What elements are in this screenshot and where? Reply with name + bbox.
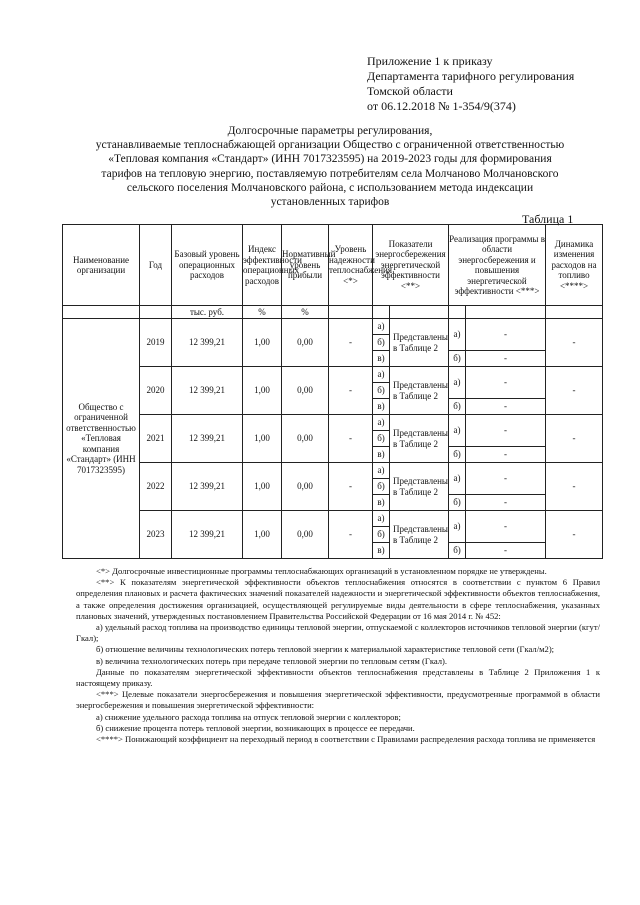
header-org: Наименование организации	[63, 225, 140, 306]
parameters-table	[62, 224, 603, 559]
program-value-a: -	[466, 367, 546, 399]
marker-a: а)	[373, 367, 390, 383]
header-energy: Показатели энергосбережения энергетической эффективности <**>	[373, 225, 449, 306]
table-row	[63, 319, 603, 335]
footnote: <***> Целевые показатели энергосбережения и повышения энергетической эффективности, предусмотренные программой в области энергосбережения и повышения энергетической эффективности:	[76, 689, 600, 711]
program-value-a: -	[466, 463, 546, 495]
unit-cell	[466, 306, 546, 319]
table-label: Таблица 1	[522, 212, 574, 226]
energy-note: Представлены в Таблице 2	[390, 511, 449, 559]
program-value-a: -	[466, 319, 546, 351]
program-value-a: -	[466, 511, 546, 543]
unit-index: %	[243, 306, 282, 319]
reliability-cell: -	[329, 463, 373, 511]
unit-profit: %	[282, 306, 329, 319]
program-marker-a: а)	[449, 319, 466, 351]
footnote: в) величина технологических потерь при передаче тепловой энергии по тепловым сетям (Гкал).	[96, 655, 448, 666]
base-cell: 12 399,21	[172, 319, 243, 367]
header-year: Год	[140, 225, 172, 306]
unit-cell	[329, 306, 373, 319]
unit-cell	[373, 306, 390, 319]
program-marker-b: б)	[449, 543, 466, 559]
profit-cell: 0,00	[282, 511, 329, 559]
unit-base: тыс. руб.	[172, 306, 243, 319]
program-marker-b: б)	[449, 399, 466, 415]
header-line: Томской области	[367, 84, 453, 98]
table-row	[63, 415, 603, 431]
marker-v: в)	[373, 495, 390, 511]
energy-note: Представлены в Таблице 2	[390, 319, 449, 367]
table-row	[63, 367, 603, 383]
dynamics-cell: -	[546, 463, 603, 511]
reliability-cell: -	[329, 367, 373, 415]
title-line: «Тепловая компания «Стандарт» (ИНН 7017323595) на 2019-2023 годы для формирования	[108, 153, 552, 166]
footnote: Данные по показателям энергетической эффективности объектов теплоснабжения представлены в Таблице 2 Приложения 1 к настоящему приказу.	[76, 666, 600, 689]
program-marker-a: а)	[449, 463, 466, 495]
energy-note: Представлены в Таблице 2	[390, 367, 449, 415]
dynamics-cell: -	[546, 367, 603, 415]
footnote: б) снижение процента потерь тепловой энергии, возникающих в процессе ее передачи.	[96, 722, 415, 733]
index-cell: 1,00	[243, 463, 282, 511]
program-value-b: -	[466, 399, 546, 415]
dynamics-cell: -	[546, 511, 603, 559]
program-marker-a: а)	[449, 367, 466, 399]
document-title	[40, 124, 620, 209]
program-value-a: -	[466, 415, 546, 447]
reliability-cell: -	[329, 415, 373, 463]
base-cell: 12 399,21	[172, 511, 243, 559]
program-marker-a: а)	[449, 511, 466, 543]
profit-cell: 0,00	[282, 415, 329, 463]
base-cell: 12 399,21	[172, 463, 243, 511]
header-line: от 06.12.2018 № 1-354/9(374)	[367, 99, 516, 113]
program-marker-b: б)	[449, 495, 466, 511]
footnote: б) отношение величины технологических потерь тепловой энергии к материальной характеристике тепловой сети (Гкал/м2);	[96, 644, 555, 655]
energy-note: Представлены в Таблице 2	[390, 415, 449, 463]
marker-v: в)	[373, 351, 390, 367]
unit-cell	[546, 306, 603, 319]
footnote: <*> Долгосрочные инвестиционные программы теплоснабжающих организаций в установленном порядке не утверждены.	[96, 566, 547, 576]
program-marker-b: б)	[449, 351, 466, 367]
index-cell: 1,00	[243, 319, 282, 367]
header-dynamics: Динамика изменения расходов на топливо <****>	[546, 225, 603, 306]
header-program: Реализация программы в области энергосбережения и повышения энергетической эффективности <***>	[449, 225, 546, 306]
unit-cell	[63, 306, 140, 319]
appendix-header	[367, 54, 627, 114]
title-line: Долгосрочные параметры регулирования,	[227, 125, 433, 137]
marker-b: б)	[373, 527, 390, 543]
marker-v: в)	[373, 447, 390, 463]
profit-cell: 0,00	[282, 319, 329, 367]
footnote: <**> К показателям энергетической эффективности объектов теплоснабжения относятся в соответствии с пунктом 6 Правил определения плановых и расчета фактических значений показателей надежности и энергетической эффективности объектов теплоснабжения, а также определения достижения организацией, осуществляющей регулируемые виды деятельности в сфере теплоснабжения, указанных плановых значений, утвержденных постановлением Правительства Российской Федерации от 16 мая 2014 г. № 452:	[76, 577, 600, 621]
reliability-cell: -	[329, 319, 373, 367]
index-cell: 1,00	[243, 367, 282, 415]
program-value-b: -	[466, 351, 546, 367]
year-cell: 2023	[140, 511, 172, 559]
footnote: а) удельный расход топлива на производство единицы тепловой энергии, отпускаемой с коллекторов источников тепловой энергии (кгут/Гкал);	[76, 622, 600, 644]
header-index: Индекс эффективности операционных расходов	[243, 225, 282, 306]
year-cell: 2021	[140, 415, 172, 463]
marker-b: б)	[373, 335, 390, 351]
header-profit: Нормативный уровень прибыли	[282, 225, 329, 306]
dynamics-cell: -	[546, 415, 603, 463]
table-row	[63, 463, 603, 479]
base-cell: 12 399,21	[172, 415, 243, 463]
year-cell: 2019	[140, 319, 172, 367]
profit-cell: 0,00	[282, 463, 329, 511]
year-cell: 2020	[140, 367, 172, 415]
marker-b: б)	[373, 431, 390, 447]
unit-cell	[390, 306, 449, 319]
unit-cell	[140, 306, 172, 319]
footnote: <****> Понижающий коэффициент на переходный период в соответствии с Правилами распределения расхода топлива не применяется	[96, 734, 596, 745]
table-row	[63, 511, 603, 527]
org-name: Общество с ограниченной ответственностью «Тепловая компания «Стандарт» (ИНН 7017323595)	[63, 319, 140, 559]
marker-v: в)	[373, 399, 390, 415]
header-line: Приложение 1 к приказу	[367, 54, 493, 68]
marker-a: а)	[373, 319, 390, 335]
index-cell: 1,00	[243, 415, 282, 463]
base-cell: 12 399,21	[172, 367, 243, 415]
header-reliability: Уровень надежности теплоснабжения <*>	[329, 225, 373, 306]
program-value-b: -	[466, 447, 546, 463]
title-line: тарифов на тепловую энергию, поставляемую потребителям села Молчаново Молчановского	[101, 167, 559, 180]
marker-v: в)	[373, 543, 390, 559]
title-line: установленных тарифов	[270, 196, 390, 209]
marker-b: б)	[373, 383, 390, 399]
marker-b: б)	[373, 479, 390, 495]
dynamics-cell: -	[546, 319, 603, 367]
header-line: Департамента тарифного регулирования	[367, 69, 575, 83]
program-value-b: -	[466, 543, 546, 559]
program-marker-a: а)	[449, 415, 466, 447]
program-value-b: -	[466, 495, 546, 511]
program-marker-b: б)	[449, 447, 466, 463]
title-line: устанавливаемые теплоснабжающей организации Общество с ограниченной ответственностью	[95, 139, 565, 152]
marker-a: а)	[373, 415, 390, 431]
unit-cell	[449, 306, 466, 319]
header-base: Базовый уровень операционных расходов	[172, 225, 243, 306]
title-line: сельского поселения Молчановского района, с использованием метода индексации	[126, 181, 534, 194]
reliability-cell: -	[329, 511, 373, 559]
marker-a: а)	[373, 511, 390, 527]
energy-note: Представлены в Таблице 2	[390, 463, 449, 511]
index-cell: 1,00	[243, 511, 282, 559]
marker-a: а)	[373, 463, 390, 479]
footnotes	[76, 566, 600, 745]
footnote: а) снижение удельного расхода топлива на отпуск тепловой энергии с коллекторов;	[96, 711, 401, 722]
year-cell: 2022	[140, 463, 172, 511]
profit-cell: 0,00	[282, 367, 329, 415]
